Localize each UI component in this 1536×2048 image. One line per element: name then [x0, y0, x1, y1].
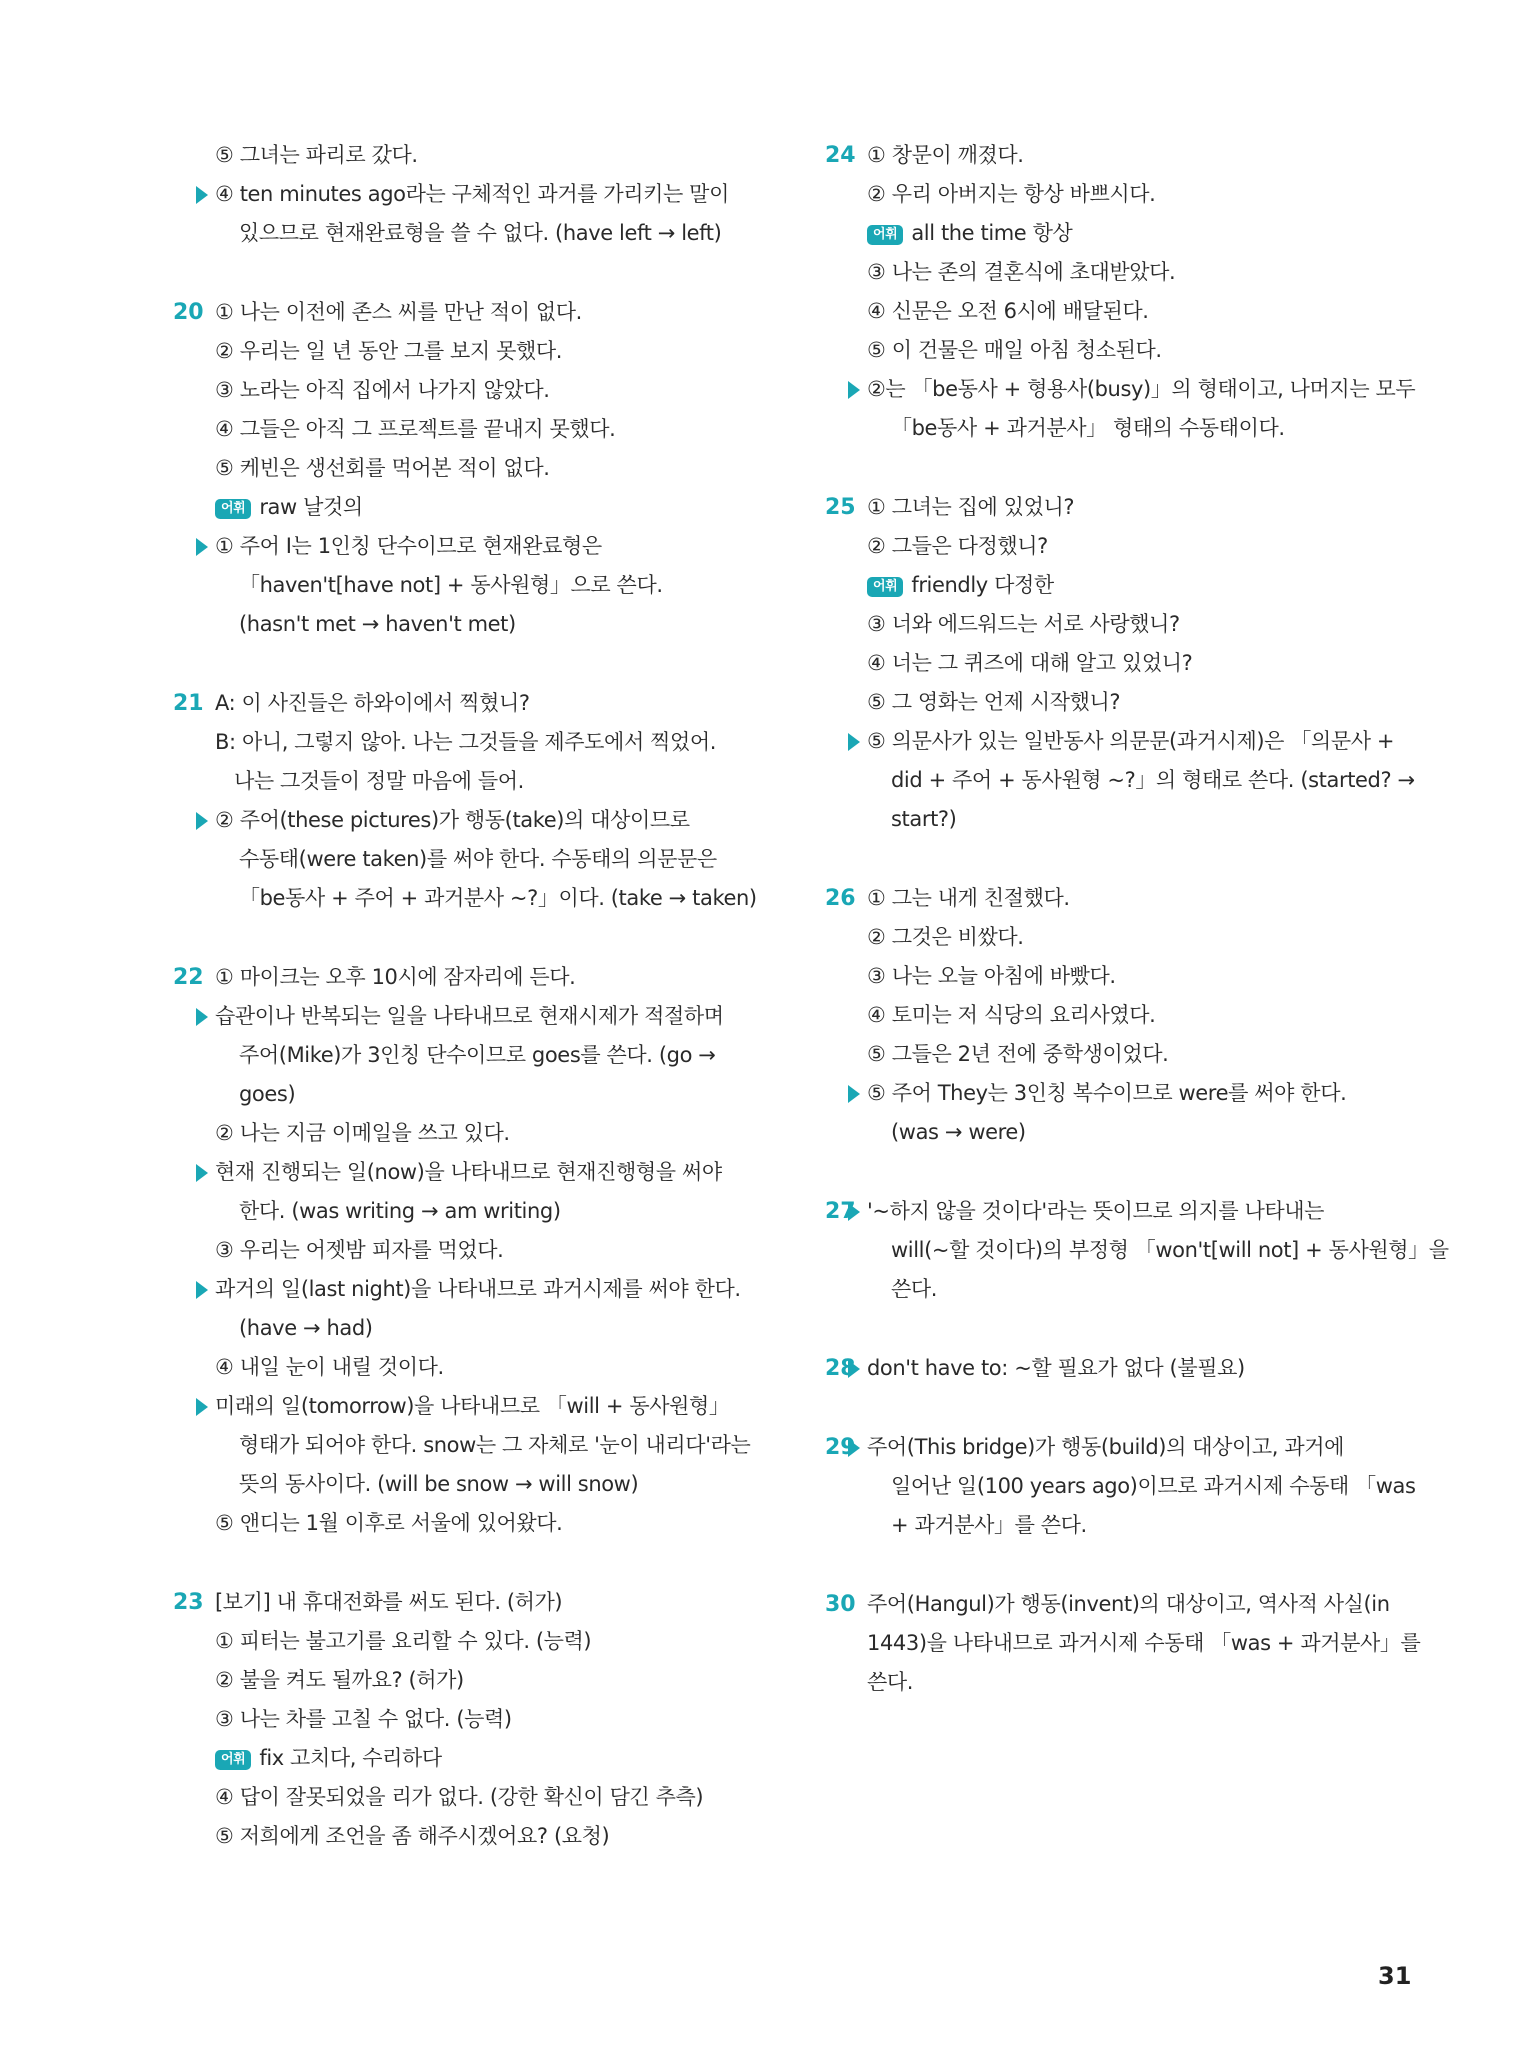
choice-line: ③ 우리는 어젯밤 피자를 먹었다.	[215, 1238, 504, 1262]
choice-line: ① 마이크는 오후 10시에 잠자리에 든다.	[215, 965, 576, 989]
choice-line: ② 나는 지금 이메일을 쓰고 있다.	[215, 1121, 510, 1145]
choice-line: ④ 그들은 아직 그 프로젝트를 끝내지 못했다.	[215, 417, 616, 441]
explanation-line: ① 주어 I는 1인칭 단수이므로 현재완료형은	[215, 527, 795, 566]
choice-line: ⑤ 그녀는 파리로 갔다.	[215, 143, 418, 167]
triangle-arrow-icon	[196, 1008, 208, 1026]
choice-line: ⑤ 케빈은 생선회를 먹어본 적이 없다.	[215, 456, 550, 480]
question-number: 27	[825, 1199, 856, 1224]
triangle-arrow-icon	[196, 1398, 208, 1416]
dialogue-line: B: 아니, 그렇지 않아. 나는 그것들을 제주도에서 찍었어.	[215, 730, 717, 754]
explanation-line: + 과거분사」를 쓴다.	[891, 1513, 1087, 1537]
explanation-line: 1443)을 나타내므로 과거시제 수동태 「was + 과거분사」를	[867, 1631, 1421, 1655]
explanation-line: 「haven't[have not] + 동사원형」으로 쓴다.	[239, 573, 663, 597]
vocab-badge: 어휘	[215, 499, 251, 519]
question-number: 25	[825, 495, 856, 520]
vocab-line: 어휘 friendly 다정한	[867, 566, 1447, 605]
explanation-line: 일어난 일(100 years ago)이므로 과거시제 수동태 「was	[891, 1474, 1416, 1498]
vocab-line: 어휘 raw 날것의	[215, 488, 795, 527]
choice-line: ④ 신문은 오전 6시에 배달된다.	[867, 299, 1149, 323]
explanation-line: 수동태(were taken)를 써야 한다. 수동태의 의문문은	[239, 847, 717, 871]
choice-line: ④ 너는 그 퀴즈에 대해 알고 있었니?	[867, 651, 1193, 675]
explanation-line: (have → had)	[239, 1316, 373, 1340]
choice-line: ② 그것은 비쌌다.	[867, 925, 1024, 949]
choice-line: ① 나는 이전에 존스 씨를 만난 적이 없다.	[215, 300, 582, 324]
choice-line: ⑤ 그 영화는 언제 시작했니?	[867, 690, 1121, 714]
explanation-line: don't have to: ~할 필요가 없다 (불필요)	[867, 1349, 1447, 1388]
question-23	[175, 1583, 795, 1856]
explanation-line: 쓴다.	[867, 1670, 914, 1694]
explanation-line: 「be동사 + 과거분사」 형태의 수동태이다.	[891, 416, 1285, 440]
choice-line: ⑤ 이 건물은 매일 아침 청소된다.	[867, 338, 1162, 362]
choice-line: ③ 너와 에드워드는 서로 사랑했니?	[867, 612, 1180, 636]
explanation-line: did + 주어 + 동사원형 ~?」의 형태로 쓴다. (started? →	[891, 768, 1415, 792]
explanation-line: 과거의 일(last night)을 나타내므로 과거시제를 써야 한다.	[215, 1270, 795, 1309]
triangle-arrow-icon	[848, 1203, 860, 1221]
dialogue-line: A: 이 사진들은 하와이에서 찍혔니?	[215, 691, 530, 715]
question-19-continued	[175, 136, 795, 253]
choice-line: ④ 답이 잘못되었을 리가 없다. (강한 확신이 담긴 추측)	[215, 1785, 704, 1809]
explanation-line: ⑤ 의문사가 있는 일반동사 의문문(과거시제)은 「의문사 +	[867, 722, 1447, 761]
question-number: 24	[825, 143, 856, 168]
question-number: 23	[173, 1590, 204, 1615]
question-number: 26	[825, 886, 856, 911]
triangle-arrow-icon	[848, 1439, 860, 1457]
question-24	[827, 136, 1447, 448]
choice-line: ③ 나는 존의 결혼식에 초대받았다.	[867, 260, 1176, 284]
choice-line: ① 피터는 불고기를 요리할 수 있다. (능력)	[215, 1629, 592, 1653]
triangle-arrow-icon	[196, 186, 208, 204]
explanation-line: 주어(Mike)가 3인칭 단수이므로 goes를 쓴다. (go →	[239, 1043, 716, 1067]
explanation-line: 쓴다.	[891, 1277, 938, 1301]
choice-line: ④ 내일 눈이 내릴 것이다.	[215, 1355, 444, 1379]
question-number: 21	[173, 691, 204, 716]
right-column	[827, 136, 1447, 1742]
explanation-line: goes)	[239, 1082, 296, 1106]
question-21	[175, 684, 795, 918]
explanation-line: 주어(This bridge)가 행동(build)의 대상이고, 과거에	[867, 1428, 1447, 1467]
choice-line: ② 우리는 일 년 동안 그를 보지 못했다.	[215, 339, 563, 363]
question-number: 28	[825, 1356, 856, 1381]
choice-line: ① 창문이 깨졌다.	[867, 143, 1024, 167]
explanation-line: 한다. (was writing → am writing)	[239, 1199, 561, 1223]
triangle-arrow-icon	[848, 1360, 860, 1378]
explanation-line: start?)	[891, 807, 957, 831]
triangle-arrow-icon	[196, 538, 208, 556]
choice-line: ③ 노라는 아직 집에서 나가지 않았다.	[215, 378, 550, 402]
explanation-line: 뜻의 동사이다. (will be snow → will snow)	[239, 1472, 639, 1496]
explanation-line: 있으므로 현재완료형을 쓸 수 없다. (have left → left)	[239, 221, 722, 245]
explanation-line: ②는 「be동사 + 형용사(busy)」의 형태이고, 나머지는 모두	[867, 370, 1447, 409]
explanation-line: 「be동사 + 주어 + 과거분사 ~?」이다. (take → taken)	[239, 886, 757, 910]
vocab-badge: 어휘	[215, 1750, 251, 1770]
choice-line: ② 그들은 다정했니?	[867, 534, 1048, 558]
vocab-line: 어휘 all the time 항상	[867, 214, 1447, 253]
choice-line: ⑤ 앤디는 1월 이후로 서울에 있어왔다.	[215, 1511, 563, 1535]
question-27	[827, 1192, 1447, 1309]
triangle-arrow-icon	[848, 1085, 860, 1103]
explanation-line: ⑤ 주어 They는 3인칭 복수이므로 were를 써야 한다.	[867, 1074, 1447, 1113]
question-22	[175, 958, 795, 1543]
question-30	[827, 1585, 1447, 1702]
choice-line: ② 불을 켜도 될까요? (허가)	[215, 1668, 464, 1692]
choice-line: ④ 토미는 저 식당의 요리사였다.	[867, 1003, 1156, 1027]
explanation-line: will(~할 것이다)의 부정형 「won't[will not] + 동사원형」을	[891, 1238, 1449, 1262]
explanation-line: 현재 진행되는 일(now)을 나타내므로 현재진행형을 써야	[215, 1153, 795, 1192]
question-25	[827, 488, 1447, 839]
question-number: 30	[825, 1592, 856, 1617]
left-column	[175, 136, 795, 1896]
dialogue-line: 나는 그것들이 정말 마음에 들어.	[234, 769, 524, 793]
triangle-arrow-icon	[848, 733, 860, 751]
vocab-badge: 어휘	[867, 225, 903, 245]
explanation-line: 형태가 되어야 한다. snow는 그 자체로 '눈이 내리다'라는	[239, 1433, 751, 1457]
question-29	[827, 1428, 1447, 1545]
explanation-line: ② 주어(these pictures)가 행동(take)의 대상이므로	[215, 801, 795, 840]
choice-line: ② 우리 아버지는 항상 바쁘시다.	[867, 182, 1156, 206]
explanation-line: (hasn't met → haven't met)	[239, 612, 516, 636]
explanation-line: 미래의 일(tomorrow)을 나타내므로 「will + 동사원형」	[215, 1387, 795, 1426]
choice-line: ③ 나는 오늘 아침에 바빴다.	[867, 964, 1116, 988]
choice-line: ③ 나는 차를 고칠 수 없다. (능력)	[215, 1707, 512, 1731]
choice-line: ⑤ 저희에게 조언을 좀 해주시겠어요? (요청)	[215, 1824, 610, 1848]
question-28	[827, 1349, 1447, 1388]
question-20	[175, 293, 795, 644]
explanation-line: '~하지 않을 것이다'라는 뜻이므로 의지를 나타내는	[867, 1192, 1447, 1231]
page-number: 31	[1378, 1962, 1412, 1990]
triangle-arrow-icon	[848, 381, 860, 399]
triangle-arrow-icon	[196, 1281, 208, 1299]
explanation-line: 주어(Hangul)가 행동(invent)의 대상이고, 역사적 사실(in	[867, 1592, 1390, 1616]
question-number: 29	[825, 1435, 856, 1460]
choice-line: ① 그녀는 집에 있었니?	[867, 495, 1075, 519]
explanation-line: ④ ten minutes ago라는 구체적인 과거를 가리키는 말이	[215, 175, 795, 214]
choice-line: ① 그는 내게 친절했다.	[867, 886, 1070, 910]
question-number: 20	[173, 300, 204, 325]
question-26	[827, 879, 1447, 1152]
example-line: [보기] 내 휴대전화를 써도 된다. (허가)	[215, 1590, 563, 1614]
question-number: 22	[173, 965, 204, 990]
explanation-line: (was → were)	[891, 1120, 1026, 1144]
choice-line: ⑤ 그들은 2년 전에 중학생이었다.	[867, 1042, 1169, 1066]
explanation-line: 습관이나 반복되는 일을 나타내므로 현재시제가 적절하며	[215, 997, 795, 1036]
triangle-arrow-icon	[196, 812, 208, 830]
triangle-arrow-icon	[196, 1164, 208, 1182]
vocab-badge: 어휘	[867, 577, 903, 597]
vocab-line: 어휘 fix 고치다, 수리하다	[215, 1739, 795, 1778]
